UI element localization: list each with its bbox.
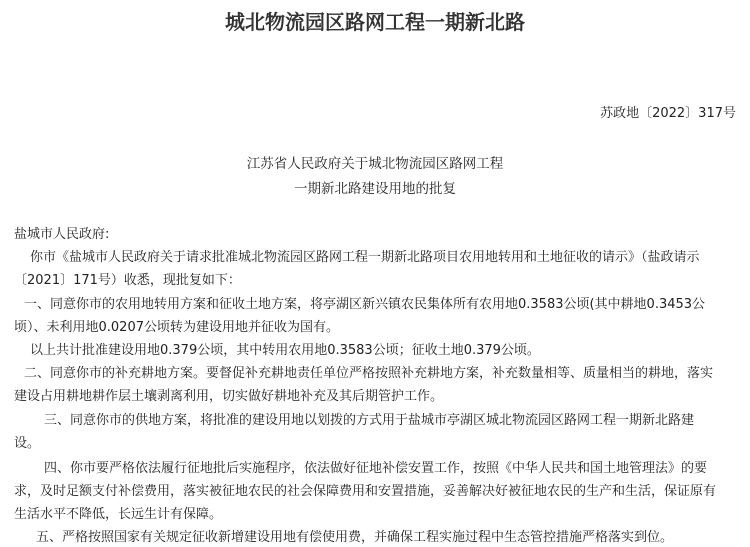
reply-title-line-2: 一期新北路建设用地的批复	[294, 181, 456, 197]
body-line: 顷）、未利用地0.0207公顷转为建设用地并征收为国有。	[14, 320, 339, 335]
page-title: 城北物流园区路网工程一期新北路	[225, 10, 525, 34]
body-line: 五、严格按照国家有关规定征收新增建设用地有偿使用费，并确保工程实施过程中生态管控措施严格落实到位。	[36, 530, 674, 545]
body-line: 生活水平不降低，长远生计有保障。	[14, 507, 223, 522]
reply-title-line-1: 江苏省人民政府关于城北物流园区路网工程	[246, 156, 504, 172]
body-line: 〔2021〕171号）收悉，现批复如下：	[14, 273, 241, 288]
body-line: 设。	[14, 436, 41, 451]
body-line: 求，及时足额支付补偿费用，落实被征地农民的社会保障费用和安置措施，妥善解决好被征地农民的生产和生活，保证原有	[14, 484, 717, 499]
body-line: 四、你市要严格依法履行征地批后实施程序，依法做好征地补偿安置工作，按照《中华人民共和国土地管理法》的要	[44, 461, 708, 476]
body-line: 一、同意你市的农用地转用方案和征收土地方案，将亭湖区新兴镇农民集体所有农用地0.3583公顷(其中耕地0.3453公	[24, 297, 706, 312]
body-line: 三、同意你市的供地方案，将批准的建设用地以划拨的方式用于盐城市亭湖区城北物流园区路网工程一期新北路建	[44, 413, 695, 428]
body-line: 二、同意你市的补充耕地方案。要督促补充耕地责任单位严格按照补充耕地方案，补充数量相等、质量相当的耕地，落实	[24, 366, 714, 381]
addressee: 盐城市人民政府:	[14, 227, 110, 242]
body-line: 以上共计批准建设用地0.379公顷，其中转用农用地0.3583公顷；征收土地0.379公顷。	[30, 343, 540, 358]
body-line: 你市《盐城市人民政府关于请求批准城北物流园区路网工程一期新北路项目农用地转用和土地征收的请示》（盐政请示	[30, 250, 700, 265]
body-line: 建设占用耕地耕作层土壤剥离利用，切实做好耕地补充及其后期管护工作。	[14, 389, 444, 404]
document-number: 苏政地〔2022〕317号	[600, 106, 736, 121]
